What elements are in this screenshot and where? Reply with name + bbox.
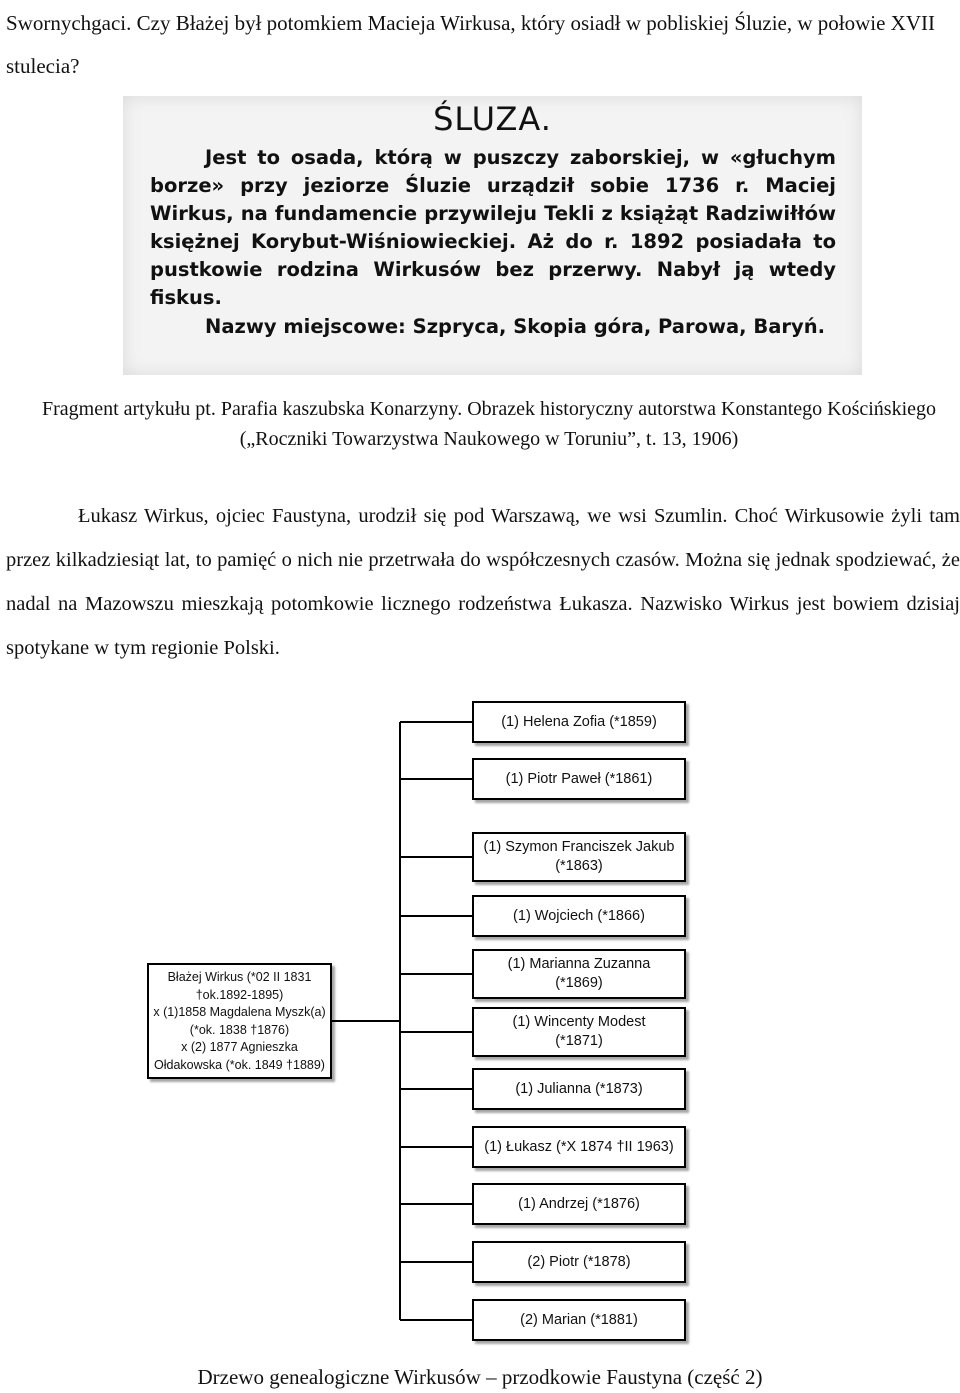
clipping-title: ŚLUZA.	[433, 100, 552, 138]
parent-line: x (2) 1877 Agnieszka	[181, 1040, 298, 1054]
child-box: (1) Wojciech (*1866)	[472, 895, 686, 937]
child-box: (1) Andrzej (*1876)	[472, 1183, 686, 1225]
child-box: (1) Szymon Franciszek Jakub (*1863)	[472, 832, 686, 882]
clipping-caption: Fragment artykułu pt. Parafia kaszubska Konarzyny. Obrazek historyczny autorstwa Konstantego Kościńskiego („Roczniki Towarzystwa Naukowego w Toruniu”, t. 13, 1906)	[41, 398, 936, 450]
child-box: (1) Julianna (*1873)	[472, 1068, 686, 1110]
clipping-body: Jest to osada, którą w puszczy zaborskiej, w «głuchym borze» przy jeziorze Śluzie urządził sobie 1736 r. Maciej Wirkus, na fundamencie przywileju Tekli z książąt Radziwiłłów księżnej Korybut-Wiśniowieckiej. Aż do r. 1892 posiadała to pustkowie rodzina Wirkusów bez przerwy. Nabył ją wtedy fiskus.	[150, 146, 836, 309]
intro-text: Swornychgaci. Czy Błażej był potomkiem Macieja Wirkusa, który osiadł w pobliskiej Śluzie, w połowie XVII stulecia?	[6, 11, 936, 78]
child-box: (1) Piotr Paweł (*1861)	[472, 758, 686, 800]
figure-caption: Drzewo genealogiczne Wirkusów – przodkowie Faustyna (część 2)	[197, 1365, 763, 1389]
parent-line: x (1)1858 Magdalena Myszk(a)	[153, 1005, 326, 1019]
parent-line: Błażej Wirkus (*02 II 1831	[167, 970, 312, 984]
child-box: (1) Marianna Zuzanna (*1869)	[472, 949, 686, 999]
parent-box	[147, 963, 332, 1079]
child-box: (2) Piotr (*1878)	[472, 1241, 686, 1283]
child-box: (1) Helena Zofia (*1859)	[472, 701, 686, 743]
child-box: (2) Marian (*1881)	[472, 1299, 686, 1341]
parent-line: (*ok. 1838 †1876)	[189, 1022, 290, 1037]
parent-line: †ok.1892-1895)	[195, 987, 284, 1002]
newspaper-clipping	[123, 96, 862, 375]
clipping-place-names: Nazwy miejscowe: Szpryca, Skopia góra, Parowa, Baryń.	[205, 315, 825, 338]
child-box: (1) Wincenty Modest (*1871)	[472, 1007, 686, 1057]
child-box: (1) Łukasz (*X 1874 †II 1963)	[472, 1126, 686, 1168]
parent-line: Ołdakowska (*ok. 1849 †1889)	[154, 1057, 325, 1072]
body-paragraph: Łukasz Wirkus, ojciec Faustyna, urodził się pod Warszawą, we wsi Szumlin. Choć Wirkusowie żyli tam przez kilkadziesiąt lat, to pamięć o nich nie przetrwała do współczesnych czasów. Można się jednak spodziewać, że nadal na Mazowszu mieszkają potomkowie licznego rodzeństwa Łukasza. Nazwisko Wirkus jest bowiem dzisiaj spotykane w tym regionie Polski.	[6, 505, 960, 659]
